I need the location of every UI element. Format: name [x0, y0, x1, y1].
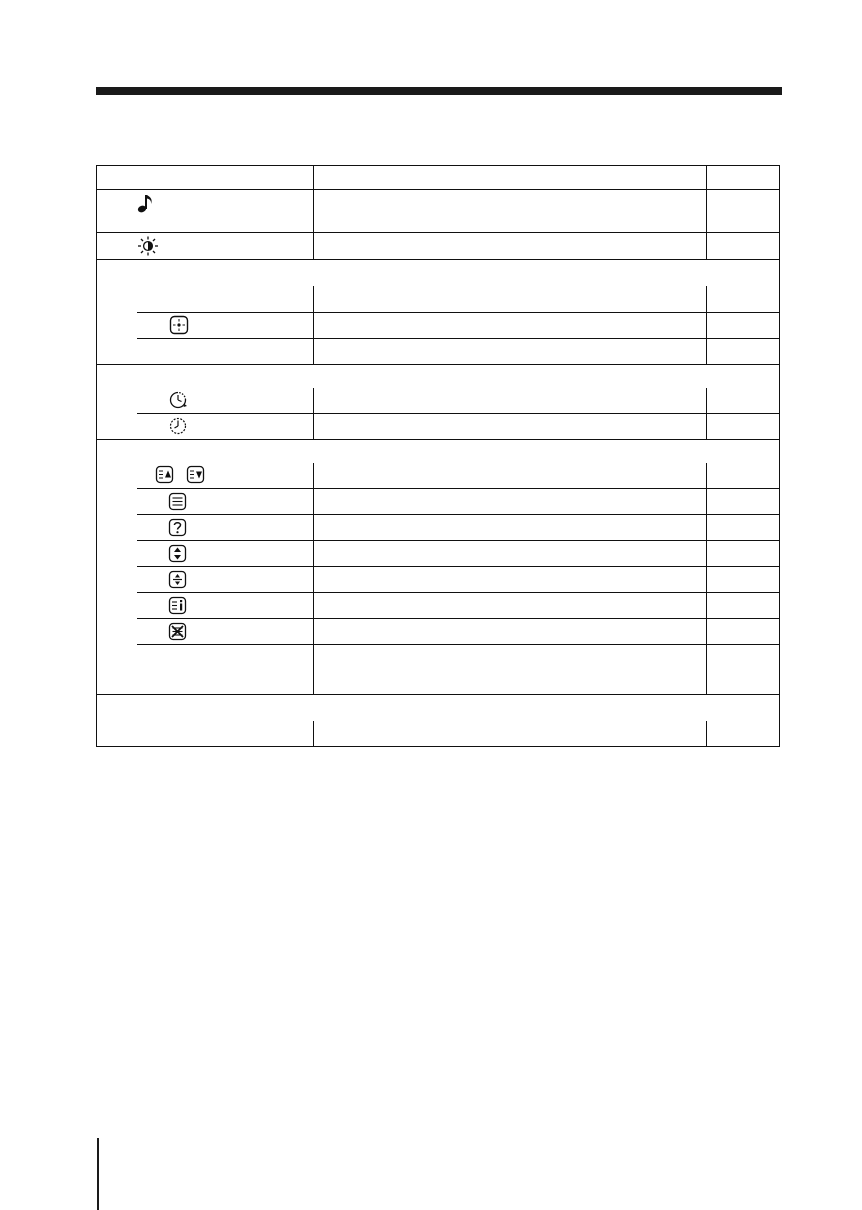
- row-divider: [96, 694, 780, 695]
- sub-row-divider: [137, 618, 780, 619]
- brightness-icon: [137, 236, 159, 256]
- column-divider: [706, 388, 707, 439]
- cancel-icon: [168, 622, 187, 641]
- sub-row-divider: [137, 514, 780, 515]
- sub-row-divider: [137, 540, 780, 541]
- column-divider: [706, 165, 707, 259]
- enlarge-icon: [168, 544, 187, 563]
- column-divider: [706, 721, 707, 747]
- row-divider: [96, 232, 780, 233]
- row-divider: [96, 189, 780, 190]
- page-up-icon: [155, 465, 174, 484]
- reveal-icon: [168, 518, 187, 537]
- picture-adjust-icon: [169, 315, 189, 335]
- sub-row-divider: [137, 644, 780, 645]
- page-down-icon: [186, 465, 205, 484]
- sub-row-divider: [137, 592, 780, 593]
- row-divider: [96, 364, 780, 365]
- sub-row-divider: [137, 338, 780, 339]
- timer-dashed-icon: [168, 416, 188, 436]
- music-note-icon: [136, 193, 156, 213]
- row-divider: [96, 439, 780, 440]
- sub-row-divider: [137, 488, 780, 489]
- column-divider: [313, 721, 314, 747]
- function-table: [96, 165, 780, 747]
- column-divider: [313, 388, 314, 439]
- sub-row-divider: [137, 566, 780, 567]
- timer-icon: [168, 390, 188, 410]
- index-icon: [168, 596, 187, 615]
- hold-icon: [168, 570, 187, 589]
- teletext-icon: [168, 492, 187, 511]
- left-margin-rule: [97, 1138, 99, 1210]
- sub-row-divider: [137, 312, 780, 313]
- column-divider: [313, 463, 314, 694]
- column-divider: [706, 286, 707, 364]
- row-divider: [96, 259, 780, 260]
- column-divider: [313, 286, 314, 364]
- column-divider: [313, 165, 314, 259]
- top-rule: [96, 87, 782, 95]
- column-divider: [706, 463, 707, 694]
- sub-row-divider: [137, 413, 780, 414]
